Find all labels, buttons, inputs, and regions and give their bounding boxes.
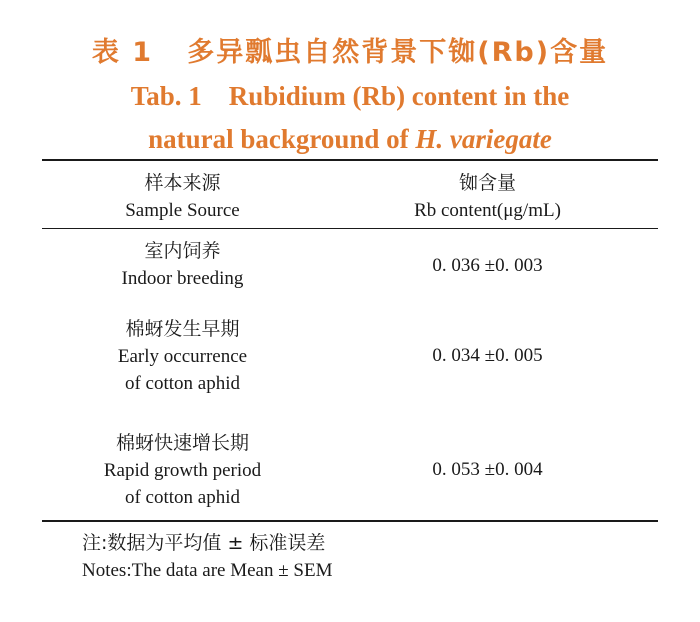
table-bottom-rule [42, 520, 658, 522]
header-rb-content-en: Rb content(μg/mL) [414, 200, 561, 221]
row-source-en: Indoor breeding [121, 268, 244, 289]
row-source-en: Early occurrence [117, 346, 248, 367]
table-top-rule [42, 159, 658, 161]
header-sample-source-cn: 样本来源 [144, 172, 221, 194]
header-rb-content-cn: 铷含量 [458, 172, 516, 194]
row-source-en: Rapid growth period [103, 460, 262, 481]
table-row-source [60, 430, 305, 511]
row-value: 0. 053 ±0. 004 [432, 459, 543, 480]
table-caption-en-line2: natural background of [148, 124, 416, 154]
row-source-en: of cotton aphid [124, 487, 241, 508]
table-caption-cn: 多异瓢虫自然背景下铷(Rb)含量 [187, 37, 609, 68]
header-sample-source [60, 170, 305, 224]
row-value: 0. 034 ±0. 005 [432, 345, 543, 366]
note-cn: 注:数据为平均值 ± 标准误差 [82, 532, 326, 554]
header-rb-content [355, 170, 620, 224]
row-source-en: of cotton aphid [124, 373, 241, 394]
table-row-source [60, 316, 305, 397]
header-sample-source-en: Sample Source [125, 200, 240, 221]
note-en: Notes:The data are Mean ± SEM [82, 560, 333, 581]
table-title-en-line1 [0, 81, 700, 112]
table-title-en-line2 [0, 124, 700, 155]
table-header-rule [42, 228, 658, 229]
table-row-source [60, 238, 305, 292]
row-source-cn: 棉蚜快速增长期 [115, 432, 249, 454]
species-name: H. variegate [415, 124, 552, 154]
row-source-cn: 室内饲养 [144, 240, 221, 262]
table-caption-en-line1: Rubidium (Rb) content in the [228, 81, 570, 111]
row-source-cn: 棉蚜发生早期 [125, 318, 240, 340]
table-number-en: Tab. 1 [130, 81, 202, 111]
table-title-cn [0, 30, 700, 69]
table-number-cn: 表 1 [91, 37, 154, 68]
row-value: 0. 036 ±0. 003 [432, 255, 543, 276]
